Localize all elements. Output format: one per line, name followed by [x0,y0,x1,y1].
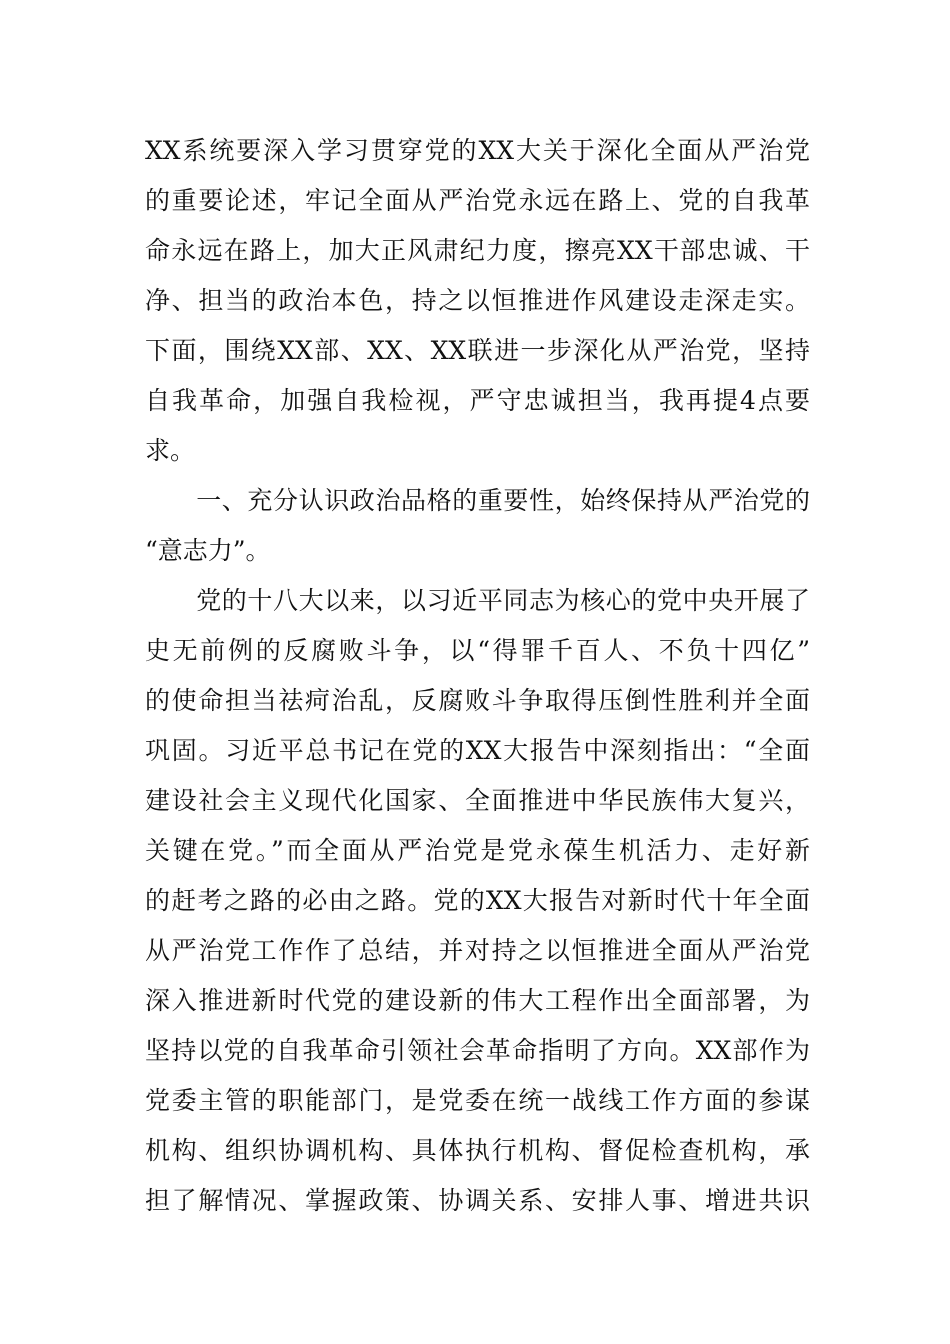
text-line: “意志力”。 [145,536,271,565]
text-line: 史无前例的反腐败斗争，以“得罪千百人、不负十四亿” [145,636,810,665]
text-line: 的重要论述，牢记全面从严治党永远在路上、党的自我革 [145,186,810,215]
text-line: 关键在党。”而全面从严治党是党永葆生机活力、走好新 [145,836,810,865]
text-line: 担了解情况、掌握政策、协调关系、安排人事、增进共识 [145,1186,810,1215]
text-line: 建设社会主义现代化国家、全面推进中华民族伟大复兴， [145,786,810,815]
paragraph-intro [145,126,810,476]
text-line: 的使命担当祛疴治乱，反腐败斗争取得压倒性胜利并全面 [145,686,810,715]
text-line: 坚持以党的自我革命引领社会革命指明了方向。XX部作为 [145,1036,810,1065]
text-line: 从严治党工作作了总结，并对持之以恒推进全面从严治党 [145,936,810,965]
text-line: 命永远在路上，加大正风肃纪力度，擦亮XX干部忠诚、干 [145,236,810,265]
text-line: 求。 [145,436,196,465]
text-line: 机构、组织协调机构、具体执行机构、督促检查机构，承 [145,1136,810,1165]
text-line: XX系统要深入学习贯穿党的XX大关于深化全面从严治党 [145,136,810,165]
text-line: 下面，围绕XX部、XX、XX联进一步深化从严治党，坚持 [145,336,810,365]
text-line: 净、担当的政治本色，持之以恒推进作风建设走深走实。 [145,286,810,315]
text-line: 自我革命，加强自我检视，严守忠诚担当，我再提4点要 [145,386,810,415]
section-heading-1 [145,476,810,576]
text-line: 党的十八大以来，以习近平同志为核心的党中央开展了 [145,586,810,615]
text-line: 深入推进新时代党的建设新的伟大工程作出全面部署，为 [145,986,810,1015]
text-line: 一、充分认识政治品格的重要性，始终保持从严治党的 [145,486,810,515]
document-body [145,126,810,1226]
text-line: 的赶考之路的必由之路。党的XX大报告对新时代十年全面 [145,886,810,915]
text-line: 党委主管的职能部门，是党委在统一战线工作方面的参谋 [145,1086,810,1115]
text-line: 巩固。习近平总书记在党的XX大报告中深刻指出：“全面 [145,736,810,765]
paragraph-body [145,576,810,1226]
